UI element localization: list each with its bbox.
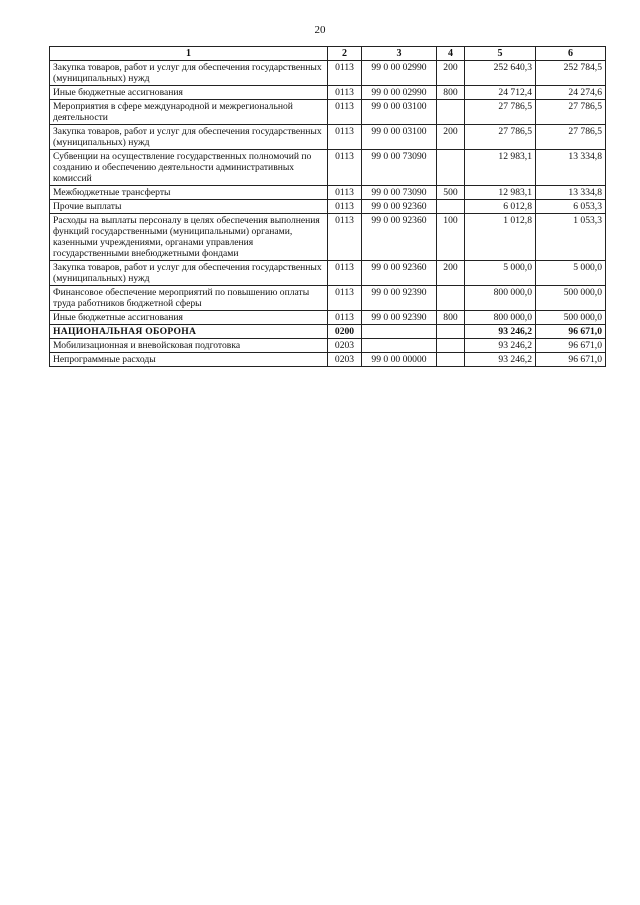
value-col6-cell: 500 000,0 (536, 286, 606, 311)
value-col5-cell: 800 000,0 (465, 286, 536, 311)
target-code-cell: 99 0 00 02990 (362, 61, 437, 86)
section-code-cell: 0200 (328, 325, 362, 339)
column-header: 5 (465, 47, 536, 61)
value-col5-cell: 93 246,2 (465, 325, 536, 339)
target-code-cell: 99 0 00 92390 (362, 311, 437, 325)
value-col6-cell: 1 053,3 (536, 214, 606, 261)
target-code-cell: 99 0 00 73090 (362, 186, 437, 200)
row-name-cell: Закупка товаров, работ и услуг для обеспечения государственных (муниципальных) нужд (50, 261, 328, 286)
expense-type-cell (437, 339, 465, 353)
table-row (50, 286, 606, 311)
value-col5-cell: 24 712,4 (465, 86, 536, 100)
value-col6-cell: 6 053,3 (536, 200, 606, 214)
section-code-cell: 0113 (328, 286, 362, 311)
section-code-cell: 0113 (328, 186, 362, 200)
target-code-cell: 99 0 00 03100 (362, 100, 437, 125)
section-code-cell: 0113 (328, 86, 362, 100)
expense-type-cell: 800 (437, 311, 465, 325)
value-col5-cell: 1 012,8 (465, 214, 536, 261)
section-code-cell: 0113 (328, 261, 362, 286)
section-code-cell: 0113 (328, 150, 362, 186)
target-code-cell (362, 325, 437, 339)
section-code-cell: 0113 (328, 125, 362, 150)
value-col5-cell: 6 012,8 (465, 200, 536, 214)
row-name-cell: Прочие выплаты (50, 200, 328, 214)
table-row (50, 125, 606, 150)
table-row (50, 150, 606, 186)
column-header: 3 (362, 47, 437, 61)
target-code-cell: 99 0 00 92360 (362, 261, 437, 286)
target-code-cell: 99 0 00 92360 (362, 214, 437, 261)
table-row (50, 200, 606, 214)
table-row (50, 261, 606, 286)
expense-type-cell (437, 100, 465, 125)
value-col5-cell: 27 786,5 (465, 100, 536, 125)
row-name-cell: Межбюджетные трансферты (50, 186, 328, 200)
table-row (50, 100, 606, 125)
table-row (50, 186, 606, 200)
table-row (50, 61, 606, 86)
table-row (50, 311, 606, 325)
row-name-cell: Финансовое обеспечение мероприятий по повышению оплаты труда работников бюджетной сферы (50, 286, 328, 311)
expense-type-cell (437, 353, 465, 367)
row-name-cell: Закупка товаров, работ и услуг для обеспечения государственных (муниципальных) нужд (50, 61, 328, 86)
expense-type-cell: 200 (437, 261, 465, 286)
expense-type-cell: 500 (437, 186, 465, 200)
value-col5-cell: 93 246,2 (465, 339, 536, 353)
row-name-cell: НАЦИОНАЛЬНАЯ ОБОРОНА (50, 325, 328, 339)
expense-type-cell (437, 200, 465, 214)
value-col5-cell: 12 983,1 (465, 150, 536, 186)
target-code-cell (362, 339, 437, 353)
expense-type-cell: 100 (437, 214, 465, 261)
section-code-cell: 0113 (328, 200, 362, 214)
target-code-cell: 99 0 00 02990 (362, 86, 437, 100)
row-name-cell: Расходы на выплаты персоналу в целях обеспечения выполнения функций государственными (муниципальными) органами, казенными учреждениями, органами управления государственными внебюджетными фондами (50, 214, 328, 261)
value-col6-cell: 5 000,0 (536, 261, 606, 286)
expense-type-cell (437, 325, 465, 339)
row-name-cell: Иные бюджетные ассигнования (50, 86, 328, 100)
section-code-cell: 0113 (328, 311, 362, 325)
target-code-cell: 99 0 00 03100 (362, 125, 437, 150)
value-col6-cell: 27 786,5 (536, 100, 606, 125)
column-header: 4 (437, 47, 465, 61)
value-col6-cell: 96 671,0 (536, 325, 606, 339)
value-col5-cell: 5 000,0 (465, 261, 536, 286)
value-col5-cell: 800 000,0 (465, 311, 536, 325)
table-row (50, 325, 606, 339)
column-header: 2 (328, 47, 362, 61)
row-name-cell: Непрограммные расходы (50, 353, 328, 367)
target-code-cell: 99 0 00 92360 (362, 200, 437, 214)
table-row (50, 86, 606, 100)
value-col6-cell: 96 671,0 (536, 339, 606, 353)
expense-type-cell: 200 (437, 61, 465, 86)
target-code-cell: 99 0 00 00000 (362, 353, 437, 367)
row-name-cell: Мероприятия в сфере международной и межрегиональной деятельности (50, 100, 328, 125)
row-name-cell: Закупка товаров, работ и услуг для обеспечения государственных (муниципальных) нужд (50, 125, 328, 150)
table-header-row (50, 47, 606, 61)
target-code-cell: 99 0 00 92390 (362, 286, 437, 311)
table-row (50, 339, 606, 353)
value-col6-cell: 13 334,8 (536, 186, 606, 200)
expense-type-cell: 200 (437, 125, 465, 150)
row-name-cell: Мобилизационная и вневойсковая подготовка (50, 339, 328, 353)
section-code-cell: 0203 (328, 353, 362, 367)
expense-type-cell (437, 150, 465, 186)
expense-type-cell: 800 (437, 86, 465, 100)
table-row (50, 214, 606, 261)
value-col5-cell: 252 640,3 (465, 61, 536, 86)
page-number: 20 (314, 24, 326, 36)
column-header: 1 (50, 47, 328, 61)
value-col6-cell: 24 274,6 (536, 86, 606, 100)
value-col6-cell: 96 671,0 (536, 353, 606, 367)
section-code-cell: 0113 (328, 61, 362, 86)
value-col5-cell: 27 786,5 (465, 125, 536, 150)
value-col6-cell: 13 334,8 (536, 150, 606, 186)
section-code-cell: 0113 (328, 214, 362, 261)
expense-type-cell (437, 286, 465, 311)
value-col5-cell: 93 246,2 (465, 353, 536, 367)
section-code-cell: 0113 (328, 100, 362, 125)
value-col6-cell: 500 000,0 (536, 311, 606, 325)
target-code-cell: 99 0 00 73090 (362, 150, 437, 186)
row-name-cell: Иные бюджетные ассигнования (50, 311, 328, 325)
budget-table (49, 46, 606, 367)
table-row (50, 353, 606, 367)
row-name-cell: Субвенции на осуществление государственных полномочий по созданию и обеспечению деятельности административных комиссий (50, 150, 328, 186)
value-col6-cell: 27 786,5 (536, 125, 606, 150)
value-col6-cell: 252 784,5 (536, 61, 606, 86)
column-header: 6 (536, 47, 606, 61)
value-col5-cell: 12 983,1 (465, 186, 536, 200)
section-code-cell: 0203 (328, 339, 362, 353)
